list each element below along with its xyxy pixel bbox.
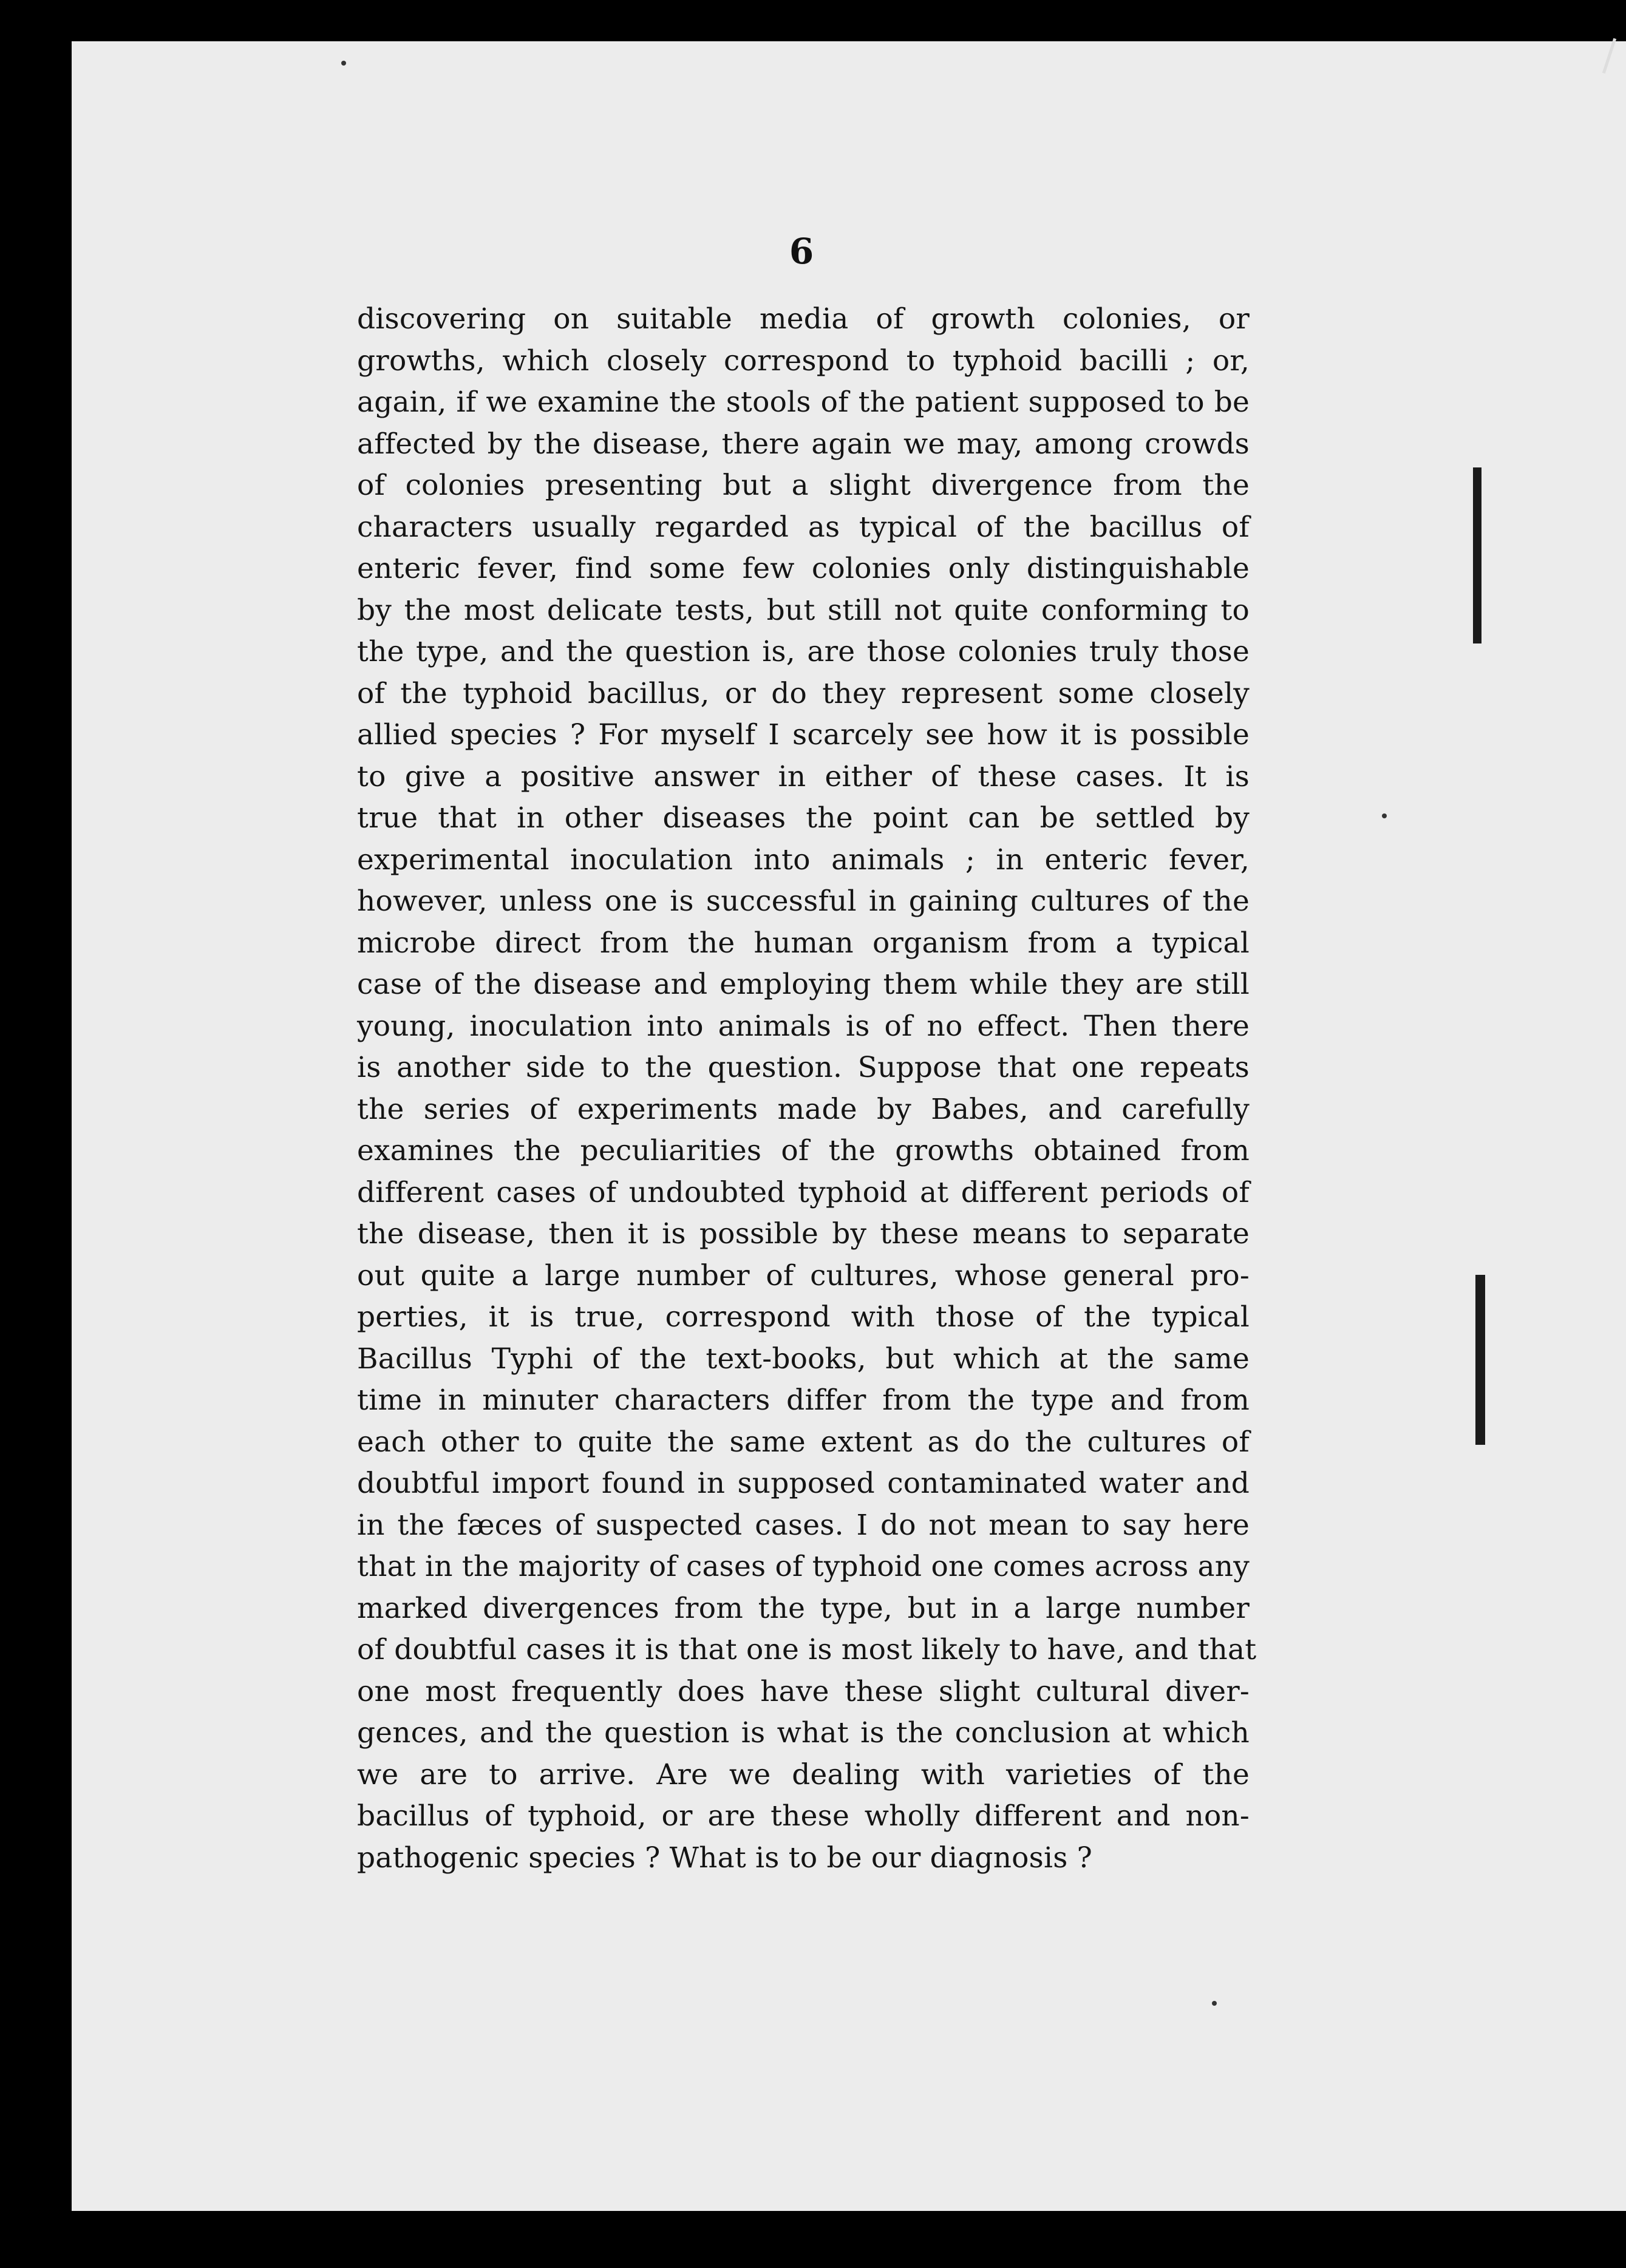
text-line: the series of experiments made by Babes, and carefully: [357, 1092, 1250, 1126]
text-line: in the fæces of suspected cases. I do not mean to say here: [357, 1508, 1250, 1542]
text-line: each other to quite the same extent as do the cultures of: [357, 1425, 1250, 1459]
text-line: again, if we examine the stools of the patient supposed to be: [357, 385, 1250, 419]
binding-mark: [1475, 1275, 1485, 1445]
text-line: doubtful import found in supposed contaminated water and: [357, 1467, 1250, 1500]
text-line: allied species ? For myself I scarcely see how it is possible: [357, 718, 1250, 752]
text-line: case of the disease and employing them while they are still: [357, 968, 1250, 1001]
text-line: however, unless one is successful in gaining cultures of the: [357, 884, 1250, 918]
text-line: examines the peculiarities of the growths obtained from: [357, 1134, 1250, 1167]
text-line: growths, which closely correspond to typhoid bacilli ; or,: [357, 344, 1250, 378]
text-line: different cases of undoubted typhoid at different periods of: [357, 1175, 1250, 1209]
text-line: perties, it is true, correspond with those of the typical: [357, 1300, 1250, 1334]
text-line: gences, and the question is what is the conclusion at which: [357, 1716, 1250, 1750]
body-paragraph: [357, 299, 1257, 1879]
text-line: Bacillus Typhi of the text-books, but which at the same: [357, 1342, 1250, 1376]
text-line: that in the majority of cases of typhoid one comes across any: [357, 1550, 1250, 1583]
text-line: time in minuter characters differ from the type and from: [357, 1384, 1250, 1417]
text-line: microbe direct from the human organism from a typical: [357, 926, 1250, 960]
binding-mark: [1473, 467, 1481, 643]
speck: [341, 61, 346, 66]
text-line: experimental inoculation into animals ; in enteric fever,: [357, 843, 1250, 877]
text-line: characters usually regarded as typical of the bacillus of: [357, 510, 1250, 544]
text-line: the type, and the question is, are those colonies truly those: [357, 635, 1250, 668]
text-line: one most frequently does have these slight cultural diver-: [357, 1674, 1250, 1708]
text-line: the disease, then it is possible by these means to separate: [357, 1217, 1250, 1251]
text-line: of the typhoid bacillus, or do they represent some closely: [357, 676, 1250, 710]
text-line: we are to arrive. Are we dealing with varieties of the: [357, 1757, 1250, 1791]
speck: [1382, 813, 1387, 818]
text-line: out quite a large number of cultures, whose general pro-: [357, 1258, 1250, 1292]
text-line: of colonies presenting but a slight divergence from the: [357, 469, 1250, 502]
text-line: affected by the disease, there again we may, among crowds: [357, 427, 1250, 461]
text-line: pathogenic species ? What is to be our diagnosis ?: [357, 1841, 1093, 1875]
page-number: 6: [789, 231, 814, 272]
text-line: by the most delicate tests, but still not quite conforming to: [357, 593, 1250, 627]
text-line: bacillus of typhoid, or are these wholly different and non-: [357, 1799, 1250, 1833]
text-line: true that in other diseases the point can be settled by: [357, 801, 1250, 835]
text-line: enteric fever, find some few colonies only distinguishable: [357, 552, 1250, 585]
text-line: discovering on suitable media of growth colonies, or: [357, 302, 1250, 336]
speck: [1212, 2001, 1217, 2006]
text-line: young, inoculation into animals is of no effect. Then there: [357, 1009, 1250, 1043]
text-line: to give a positive answer in either of these cases. It is: [357, 759, 1250, 793]
text-line: marked divergences from the type, but in a large number: [357, 1591, 1250, 1625]
text-line: is another side to the question. Suppose that one repeats: [357, 1051, 1250, 1084]
text-line: of doubtful cases it is that one is most likely to have, and that: [357, 1633, 1257, 1666]
